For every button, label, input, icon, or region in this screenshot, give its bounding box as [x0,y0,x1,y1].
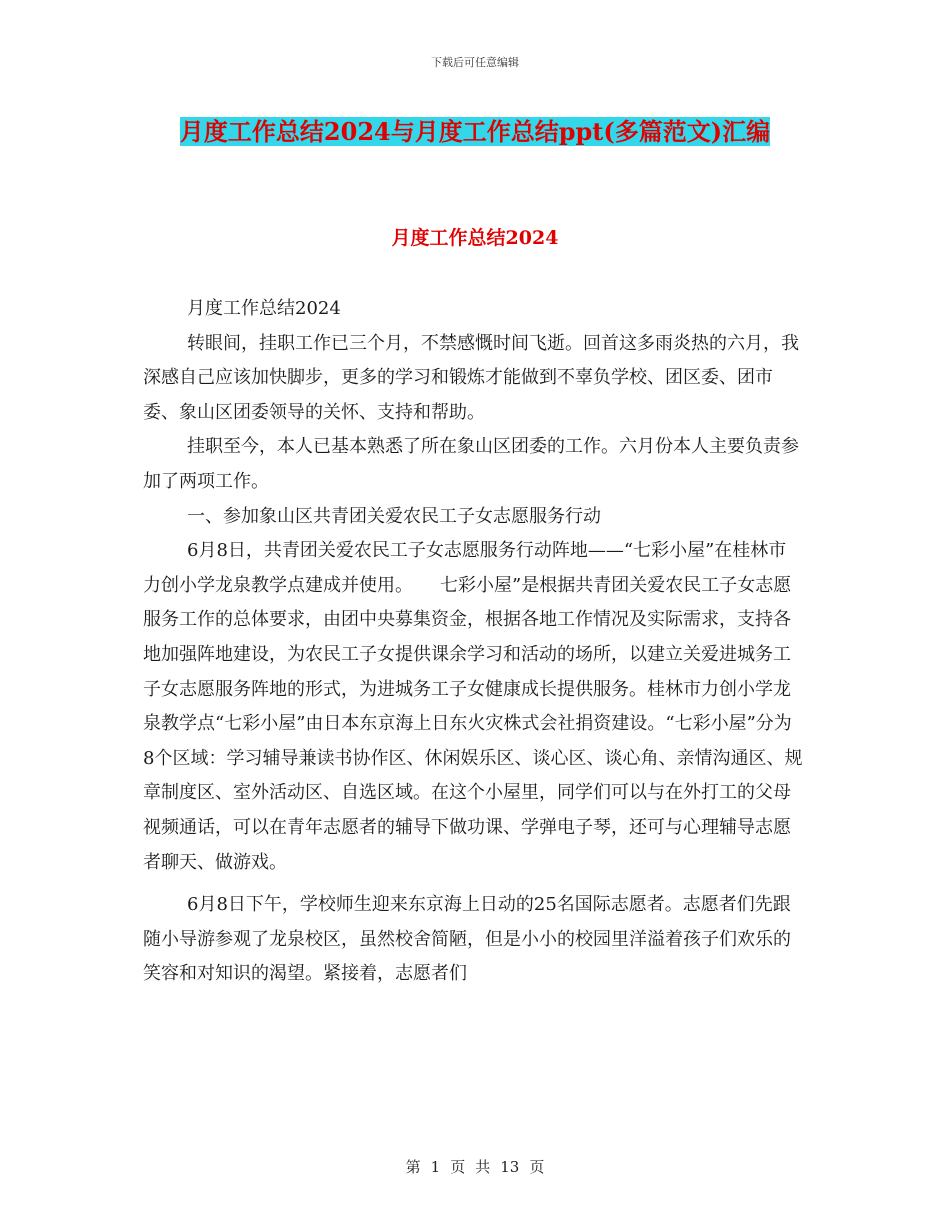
document-title [150,110,800,154]
footer-ye-end: 页 [529,1158,545,1176]
section-title: 月度工作总结2024 [391,227,559,249]
paragraph-heading-1: 一、参加象山区共青团关爱农民工子女志愿服务行动 [187,505,601,527]
document-title-text: 月度工作总结2024与月度工作总结ppt(多篇范文)汇编 [179,117,771,146]
footer-ye: 页 [450,1158,466,1176]
footer-page-number: 1 [430,1158,441,1176]
page-footer [0,1156,950,1177]
paragraph-qicai-xiaowu: 6月8日，共青团关爱农民工子女志愿服务行动阵地——“七彩小屋”在桂林市力创小学龙泉教学点建成并使用。 七彩小屋”是根据共青团关爱农民工子女志愿服务工作的总体要求，由团中央募集资金，根据各地工作情况及实际需求，支持各地加强阵地建设，为农民工子女提供课余学习和活动的场所，以建立关爱进城务工子女志愿服务阵地的形式，为进城务工子女健康成长提供服务。桂林市力创小学龙泉教学点“七彩小屋”由日本东京海上日东火灾株式会社捐资建设。“七彩小屋”分为8个区域：学习辅导兼读书协作区、休闲娱乐区、谈心区、谈心角、亲情沟通区、规章制度区、室外活动区、自选区域。在这个小屋里，同学们可以与在外打工的父母视频通话，可以在青年志愿者的辅导下做功课、学弹电子琴，还可与心理辅导志愿者聊天、做游戏。 [143,540,803,873]
header-note: 下载后可任意编辑 [431,56,519,69]
footer-total-pages: 13 [500,1158,520,1176]
footer-di: 第 [405,1158,421,1176]
paragraph-intro: 转眼间，挂职工作已三个月，不禁感慨时间飞逝。回首这多雨炎热的六月，我深感自己应该加快脚步，更多的学习和锻炼才能做到不辜负学校、团区委、团市委、象山区团委领导的关怀、支持和帮助。 [143,332,799,423]
footer-gong: 共 [475,1158,491,1176]
paragraph-subtitle: 月度工作总结2024 [187,298,341,319]
paragraph-overview: 挂职至今，本人已基本熟悉了所在象山区团委的工作。六月份本人主要负责参加了两项工作。 [143,436,799,492]
paragraph-volunteers: 6月8日下午，学校师生迎来东京海上日动的25名国际志愿者。志愿者们先跟随小导游参观了龙泉校区，虽然校舍简陋，但是小小的校园里洋溢着孩子们欢乐的笑容和对知识的渴望。紧接着，志愿者们 [143,894,791,985]
document-body [143,292,803,992]
